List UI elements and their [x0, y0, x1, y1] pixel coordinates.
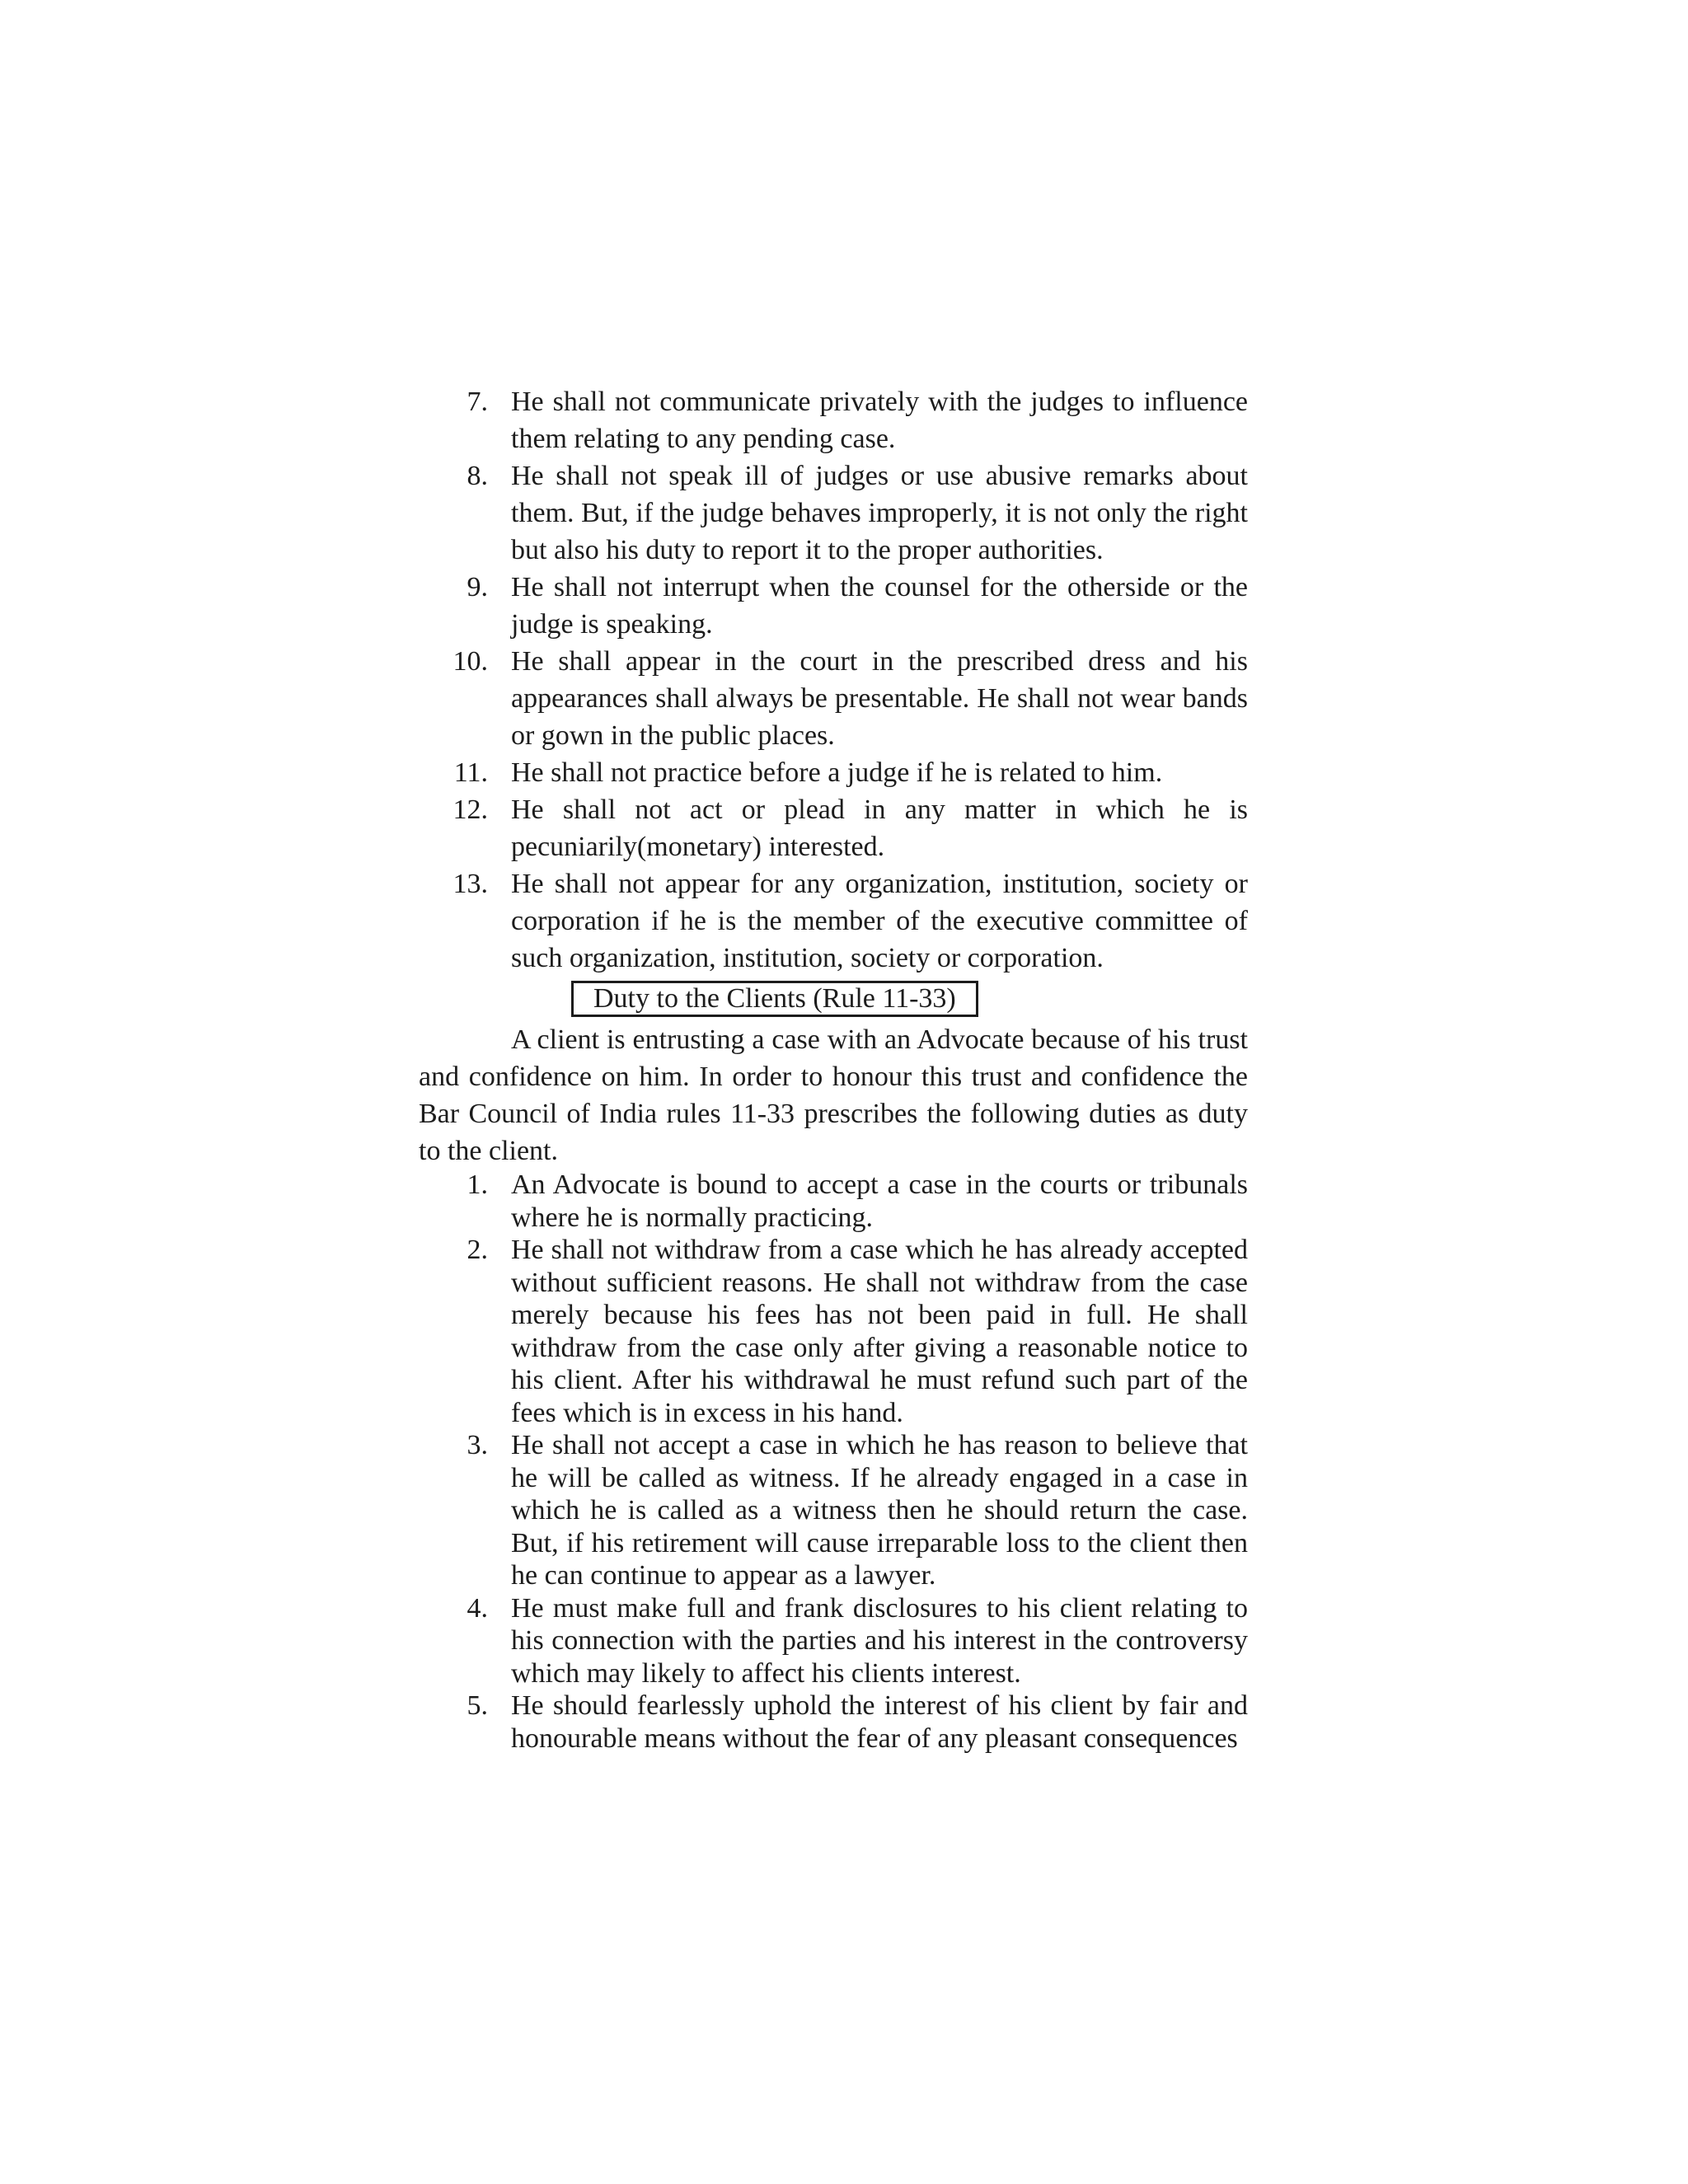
- list-item: [419, 643, 1248, 754]
- item-number: 8.: [467, 461, 488, 491]
- item-text: He shall not withdraw from a case which he has already accepted without sufficient reasons. He shall not withdraw from the case merely because his fees has not been paid in full. He shall withdraw from the case only after giving a reasonable notice to his client. After his withdrawal he must refund such part of the fees which is in excess in his hand.: [511, 1235, 1248, 1428]
- list-item: [419, 1690, 1248, 1755]
- item-number: 3.: [467, 1430, 488, 1460]
- section-heading: Duty to the Clients (Rule 11-33): [571, 981, 978, 1017]
- list-item: [419, 791, 1248, 865]
- list-item: [419, 865, 1248, 977]
- item-number: 1.: [467, 1169, 488, 1200]
- item-text: He shall not practice before a judge if he is related to him.: [511, 757, 1163, 788]
- list-item: [419, 1429, 1248, 1592]
- item-text: He shall appear in the court in the prescribed dress and his appearances shall always be presentable. He shall not wear bands or gown in the public places.: [511, 646, 1248, 751]
- list-item: [419, 1169, 1248, 1234]
- item-number: 2.: [467, 1235, 488, 1265]
- item-number: 12.: [452, 794, 488, 825]
- list-item: [419, 383, 1248, 457]
- item-number: 11.: [453, 757, 488, 788]
- list-item: [419, 754, 1248, 791]
- item-text: He must make full and frank disclosures to his client relating to his connection with the parties and his interest in the controversy which may likely to affect his clients interest.: [511, 1592, 1248, 1689]
- item-text: He shall not accept a case in which he has reason to believe that he will be called as witness. If he already engaged in a case in which he is called as a witness then he should return the case. But, if his retirement will cause irreparable loss to the client then he can continue to appear as a lawyer.: [511, 1430, 1248, 1591]
- advocate-duties-list-continued: [419, 383, 1248, 977]
- item-text: He should fearlessly uphold the interest of his client by fair and honourable means without the fear of any pleasant consequences: [511, 1690, 1248, 1754]
- item-number: 13.: [452, 869, 488, 899]
- item-text: He shall not interrupt when the counsel for the otherside or the judge is speaking.: [511, 572, 1248, 640]
- item-number: 5.: [467, 1690, 488, 1721]
- client-duties-list: [419, 1169, 1248, 1755]
- list-item: [419, 569, 1248, 643]
- item-number: 4.: [467, 1592, 488, 1624]
- item-number: 7.: [467, 387, 488, 417]
- item-text: An Advocate is bound to accept a case in the courts or tribunals where he is normally practicing.: [511, 1169, 1248, 1233]
- list-item: [419, 1234, 1248, 1429]
- item-number: 10.: [452, 646, 488, 677]
- item-number: 9.: [467, 572, 488, 602]
- item-text: He shall not speak ill of judges or use abusive remarks about them. But, if the judge behaves improperly, it is not only the right but also his duty to report it to the proper authorities.: [511, 461, 1248, 565]
- intro-paragraph: A client is entrusting a case with an Advocate because of his trust and confidence on him. In order to honour this trust and confidence the Bar Council of India rules 11-33 prescribes the following duties as duty to the client.: [419, 1024, 1248, 1166]
- item-text: He shall not appear for any organization, institution, society or corporation if he is the member of the executive committee of such organization, institution, society or corporation.: [511, 869, 1248, 973]
- item-text: He shall not act or plead in any matter in which he is pecuniarily(monetary) interested.: [511, 794, 1248, 862]
- item-text: He shall not communicate privately with the judges to influence them relating to any pending case.: [511, 387, 1248, 454]
- section-heading-box: [571, 981, 978, 1017]
- list-item: [419, 1592, 1248, 1690]
- list-item: [419, 457, 1248, 569]
